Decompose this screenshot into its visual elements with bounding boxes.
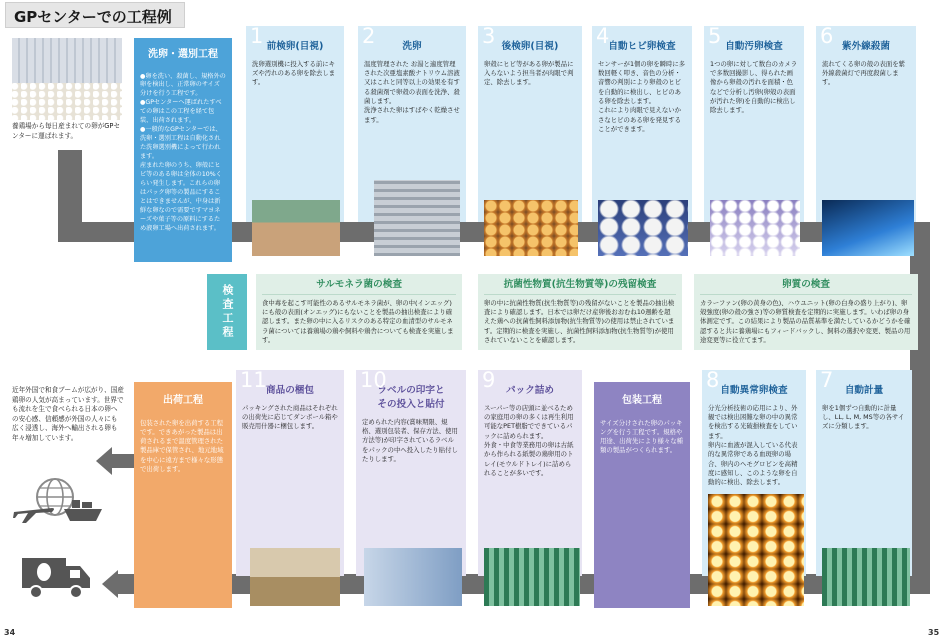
inspection-label: 検査工程 (207, 274, 247, 350)
airplane-icon (12, 498, 56, 524)
flow-arrow-bottom-end (102, 570, 118, 598)
inspection-antibiotics: 抗菌性物質(抗生物質等)の残留検査 卵の中に抗菌性物質(抗生物質等)の残留がないことを製品の抽出検査により確認します。日本では卵だけ産卵後おおむね10週齢を超えた鶏への抗菌性飼料添加物(抗生物質等)の使用は禁止されています。定期的に検査を実施し、抗菌性飼料添加物(抗生物質等)が使用されていないことを確認します。 (478, 274, 682, 350)
washing-section-text: ●卵を洗い、殺菌し、規格外の卵を検出し、正常卵のサイズ分けを行う工程です。 ●GPセンターへ運ばれたすべての卵はこの工程を経て包装、出荷されます。 ●一般的なGPセンターでは、洗卵・選別工程は自動化された洗卵選別機によって行われます。 産まれた卵のうち、卵殻にヒビ等のある卵は全体の10%くらい発生します。これらの卵はパック卵等の製品にすることはできませんが、中身は新鮮な卵なので需要ですマヨネーズや菓子等の原料にするため液卵工場へ出荷されます。 (140, 72, 226, 233)
step-8-photo (708, 494, 804, 606)
packing-section: 包装工程 サイズ分けされた卵のパッキングを行う工程です。規格や用途、出荷先により様々な種類の製品がつくられます。 (594, 382, 690, 608)
step-card-7: 7 自動計量 卵を1個ずつ自動的に計量し、LL, L, M, MS等の各サイズに分類します。 (816, 370, 912, 576)
inspection-egg-quality: 卵質の検査 カラーファン(卵の黄身の色)、ハウユニット(卵の白身の盛り上がり)、卵殻強度(卵の殻の強さ)等の卵質検査を定期的に実施します。いわば卵の身体測定です。この結果により製品の品質基準を満たしているかどうかを確認すると共に養鶏場にもフィードバックし、飼料の選択や変更、製品の用途変更等に役立てます。 (694, 274, 918, 350)
step-3-photo (484, 200, 578, 256)
step-card-1: 1 前検卵(目視) 洗卵選別機に投入する前にキズや汚れのある卵を除去します。 (246, 26, 344, 222)
step-6-photo (822, 200, 914, 256)
shipping-section: 出荷工程 包装された卵を出荷する工程です。できあがった製品は出荷されるまで温度管理された製品庫で保管され、地元地域を中心に遠方まで様々な形態で出荷します。 (134, 382, 232, 608)
farm-caption: 養鶏場から毎日産まれての卵がGPセンターに運ばれます。 (12, 122, 120, 140)
page-title: GPセンターでの工程例 (5, 2, 185, 28)
washing-section (134, 38, 232, 262)
delivery-truck-icon (20, 552, 92, 602)
inspection-salmonella: サルモネラ菌の検査 食中毒を起こす可能性のあるサルモネラ菌が、卵の中(インエッグ)にも殻の表面(オンエッグ)にもないことを製品の抽出検査により確認します。また卵の中に入るリスクのある特定の血清型のサルモネラ菌については養鶏場の鶏や飼料や鶏舎についても検査を実施します。 (256, 274, 462, 350)
step-5-photo (710, 200, 800, 256)
step-9-photo (484, 548, 580, 606)
ship-icon (62, 496, 104, 524)
export-note: 近年外国で和食ブームが広がり、国産鶏卵の人気が高まっています。世界でも流れを生で食べられる日本の卵への安心感、信頼感が外国の人々にも広く浸透し、海外へ輸出される卵も年々増加しています。 (12, 386, 124, 442)
step-card-5: 5 自動汚卵検査 1つの卵に対して数台のカメラで多数回撮影し、得られた画像から卵殻の汚れを面積・色などで分析し汚卵(卵殻の表面が汚れた卵)を自動的に検出し除去します。 (704, 26, 804, 222)
step-card-9: 9 パック詰め スーパー等の店頭に並べるための家庭用の卵の多くは再生利用可能なPET樹脂でできているパックに詰められます。 外食・中食等業務用の卵は古紙から作られる紙製の鶏卵用のトレイ(モウルドトレイ)に詰められることが多いです。 (478, 370, 582, 576)
page-number-left: 34 (4, 628, 16, 637)
washing-section-title: 洗卵・選別工程 (148, 49, 218, 60)
step-card-10: 10 ラベルの印字と その投入と貼付 定められた内容(賞味期限、規格、選別包装者、保存方法、使用方法等)が印字されているラベルをパックの中へ投入したり貼付したりします。 (356, 370, 466, 576)
step-card-11: 11 商品の梱包 パッキングされた商品はそれぞれの出荷先に応じてダンボール箱や販売用什器に梱包します。 (236, 370, 344, 576)
page-number-right: 35 (928, 628, 940, 637)
step-card-6: 6 紫外線殺菌 流れてくる卵の殻の表面を紫外線殺菌灯で再度殺菌します。 (816, 26, 916, 222)
step-card-2: 2 洗卵 温度管理された お湯と適度管理された次亜塩素酸ナトリウム溶液又はこれと同等以上の効果を有する殺菌剤で卵殻の表面を洗浄、殺菌します。 洗浄された卵はすばやく乾燥させます。 (358, 26, 466, 222)
step-11-photo (250, 548, 340, 606)
step-7-photo (822, 548, 910, 606)
farm-photo (12, 38, 122, 120)
step-2-photo (374, 180, 460, 256)
step-4-photo (598, 200, 688, 256)
step-card-3: 3 後検卵(目視) 卵殻にヒビ等がある卵が製品に入らないよう担当者が肉眼で判定、除去します。 (478, 26, 582, 222)
flow-arrow-export (96, 447, 112, 475)
step-1-photo (252, 200, 340, 256)
step-10-photo (364, 548, 462, 606)
step-card-4: 4 自動ヒビ卵検査 センサーが1個の卵を瞬時に多数回軽く叩き、音色の分析・音響の判別により卵殻のヒビを自動的に検出し、ヒビのある卵を除去します。 これにより肉眼で見えないかさなヒビのある卵を発見することができます。 (592, 26, 692, 222)
step-card-8: 8 自動異常卵検査 分光分析技術の応用により、外観では検出困難な卵の中の異常を検出する光破損検査をしています。 卵内に血液が混入している代表的な異常卵である血斑卵の場合、卵内のヘモグロビンを高精度に感知し、このような卵を自動的に検出、除去します。 (702, 370, 806, 576)
